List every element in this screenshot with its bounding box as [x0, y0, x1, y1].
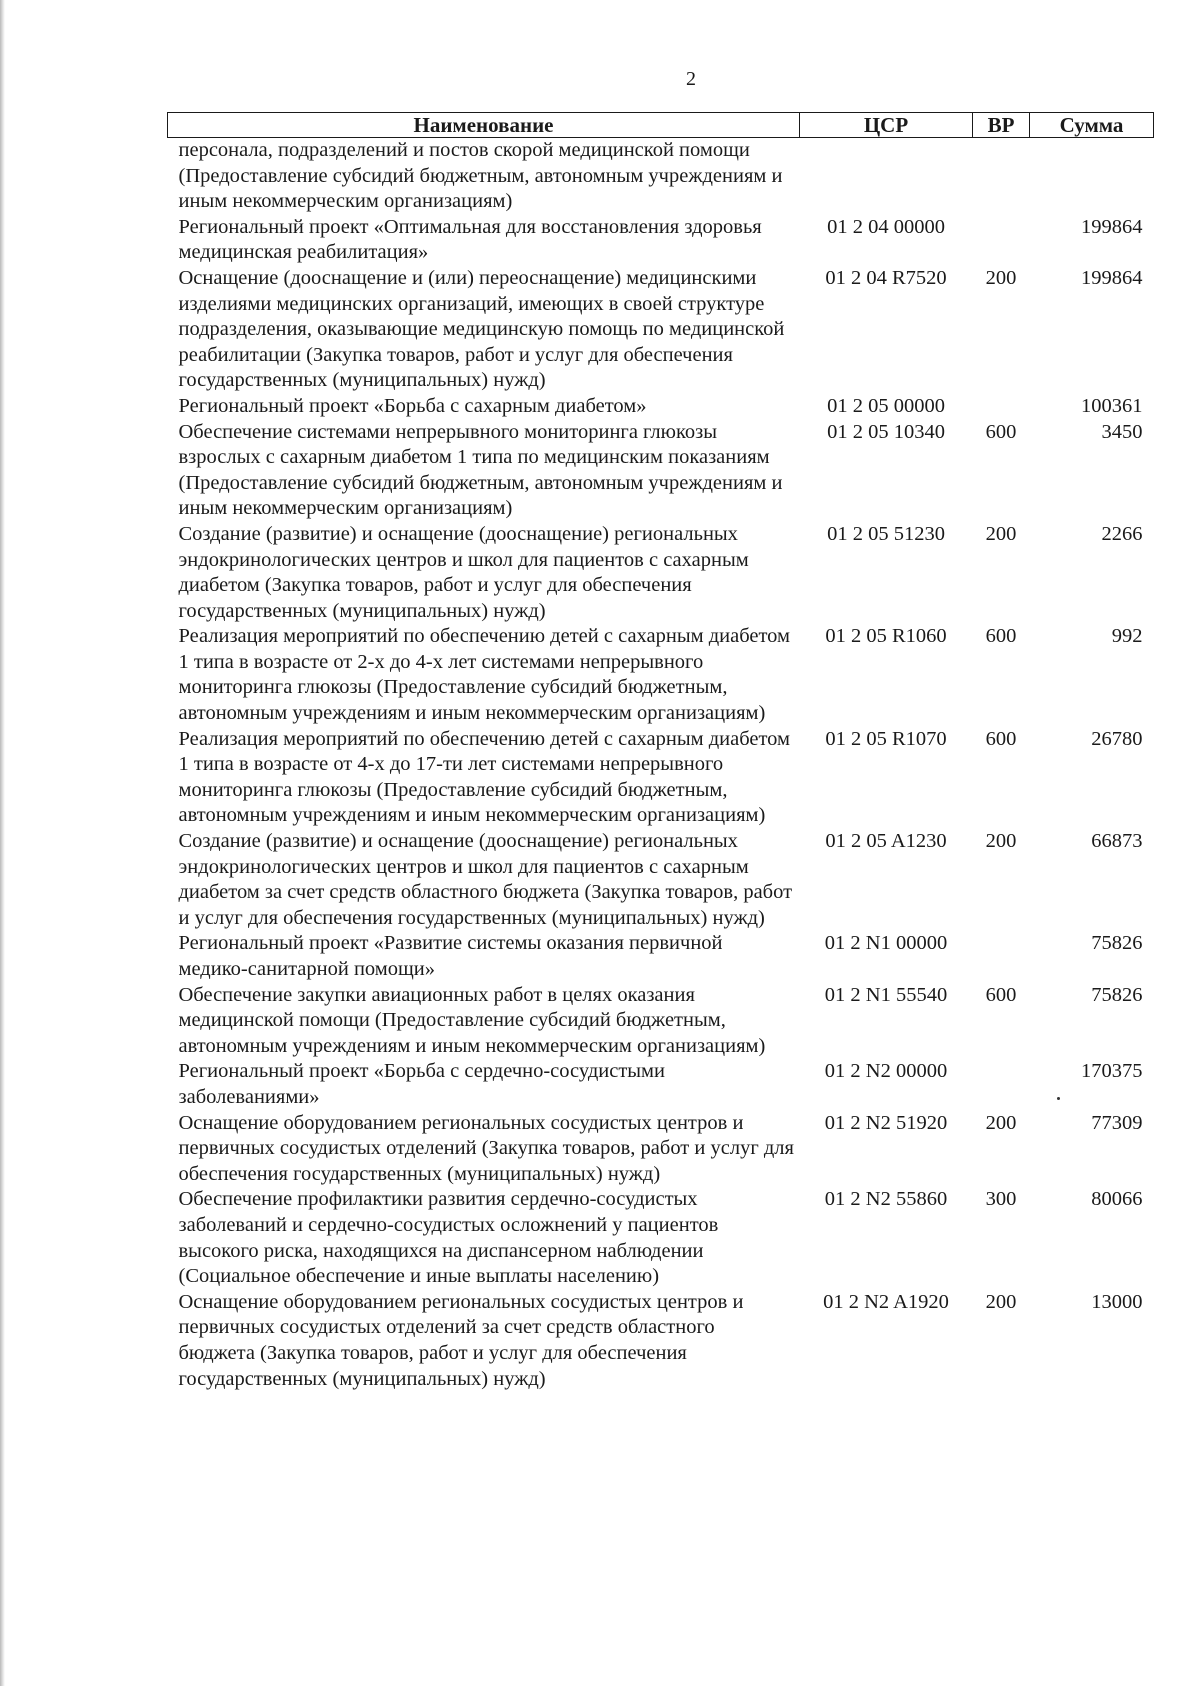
- row-name: Обеспечение закупки авиационных работ в целях оказания медицинской помощи (Предоставление субсидий бюджетным, автономным учреждениям и иным некоммерческим организациям): [178, 983, 766, 1057]
- table-row: [168, 138, 1154, 215]
- row-sum: 75826: [1091, 932, 1143, 955]
- row-csr: [800, 138, 973, 215]
- row-name: Реализация мероприятий по обеспечению детей с сахарным диабетом 1 типа в возрасте от 2-х до 4-х лет системами непрерывного мониторинга глюкозы (Предоставление субсидий бюджетным, автономным учреждениям и иным некоммерческим организациям): [178, 625, 790, 725]
- row-sum: 199864: [1081, 266, 1143, 289]
- row-sum: 66873: [1091, 830, 1143, 853]
- table-row: [168, 1059, 1154, 1110]
- row-vr: [973, 1059, 1030, 1110]
- table-row: [168, 420, 1154, 522]
- row-vr: 600: [985, 420, 1017, 443]
- row-name: Обеспечение системами непрерывного мониторинга глюкозы взрослых с сахарным диабетом 1 типа по медицинским показаниям (Предоставление субсидий бюджетным, автономным учреждениям и иным некоммерческим организациям): [178, 420, 783, 520]
- table-row: [168, 1290, 1154, 1392]
- row-name: Реализация мероприятий по обеспечению детей с сахарным диабетом 1 типа в возрасте от 4-х до 17-ти лет системами непрерывного мониторинга глюкозы (Предоставление субсидий бюджетным, автономным учреждениям и иным некоммерческим организациям): [178, 727, 790, 827]
- row-sum: 3450: [1101, 420, 1143, 443]
- row-sum: 26780: [1091, 727, 1143, 750]
- row-name: Создание (развитие) и оснащение (дооснащение) региональных эндокринологических центров и школ для пациентов с сахарным диабетом за счет средств областного бюджета (Закупка товаров, работ и услуг для обеспечения государственных (муниципальных) нужд): [178, 830, 793, 929]
- row-vr: 200: [985, 1290, 1017, 1313]
- table-row: [168, 1111, 1154, 1188]
- row-csr: 01 2 04 00000: [827, 215, 945, 238]
- row-sum: 100361: [1081, 394, 1143, 417]
- row-vr: [973, 138, 1030, 215]
- row-vr: 600: [985, 625, 1017, 648]
- row-csr: 01 2 05 A1230: [825, 830, 947, 853]
- row-csr: 01 2 05 R1060: [825, 625, 947, 648]
- table-row: [168, 624, 1154, 726]
- row-sum: 992: [1111, 625, 1143, 648]
- row-name: персонала, подразделений и постов скорой медицинской помощи (Предоставление субсидий бюджетным, автономным учреждениям и иным некоммерческим организациям): [178, 139, 783, 213]
- row-sum: 77309: [1091, 1111, 1143, 1134]
- table-row: [168, 215, 1154, 266]
- table-row: [168, 983, 1154, 1060]
- table-row: [168, 266, 1154, 394]
- row-csr: 01 2 N2 A1920: [823, 1290, 949, 1313]
- table-row: [168, 931, 1154, 982]
- row-name: Региональный проект «Оптимальная для восстановления здоровья медицинская реабилитация»: [178, 215, 762, 264]
- row-name: Оснащение оборудованием региональных сосудистых центров и первичных сосудистых отделений за счет средств областного бюджета (Закупка товаров, работ и услуг для обеспечения государственных (муниципальных) нужд): [178, 1290, 744, 1390]
- row-csr: 01 2 04 R7520: [825, 266, 947, 289]
- header-csr: ЦСР: [800, 113, 973, 138]
- row-name: Региональный проект «Борьба с сердечно-сосудистыми заболеваниями»: [178, 1060, 665, 1108]
- header-name: Наименование: [168, 113, 800, 138]
- row-vr: [973, 394, 1030, 420]
- table-body: [168, 138, 1154, 1393]
- row-csr: 01 2 05 10340: [827, 420, 945, 443]
- row-vr: 200: [985, 266, 1017, 289]
- row-name: Создание (развитие) и оснащение (дооснащение) региональных эндокринологических центров и школ для пациентов с сахарным диабетом (Закупка товаров, работ и услуг для обеспечения государственных (муниципальных) нужд): [178, 522, 749, 622]
- row-csr: 01 2 N1 00000: [824, 932, 948, 955]
- row-csr: 01 2 N1 55540: [824, 983, 948, 1006]
- budget-table: [167, 112, 1154, 1392]
- row-vr: 200: [985, 830, 1017, 853]
- row-name: Обеспечение профилактики развития сердечно-сосудистых заболеваний и сердечно-сосудистых осложнений у пациентов высокого риска, находящихся на диспансерном наблюдении (Социальное обеспечение и иные выплаты населению): [178, 1188, 719, 1288]
- row-name: Оснащение (дооснащение и (или) переоснащение) медицинскими изделиями медицинских организаций, имеющих в своей структуре подразделения, оказывающие медицинскую помощь по медицинской реабилитации (Закупка товаров, работ и услуг для обеспечения государственных (муниципальных) нужд): [178, 266, 785, 392]
- row-name: Оснащение оборудованием региональных сосудистых центров и первичных сосудистых отделений (Закупка товаров, работ и услуг для обеспечения государственных (муниципальных) нужд): [178, 1111, 794, 1185]
- row-csr: 01 2 05 R1070: [825, 727, 947, 750]
- row-vr: 200: [985, 522, 1017, 545]
- row-csr: 01 2 N2 51920: [824, 1111, 948, 1134]
- row-vr: [973, 215, 1030, 266]
- table-header-row: [168, 113, 1154, 138]
- scan-speck: [1057, 1097, 1060, 1100]
- header-sum: Сумма: [1030, 113, 1154, 138]
- row-csr: 01 2 05 51230: [827, 522, 945, 545]
- table-row: [168, 522, 1154, 624]
- row-sum: 13000: [1091, 1290, 1143, 1313]
- page-number: 2: [686, 68, 696, 90]
- table-row: [168, 1187, 1154, 1289]
- row-name: Региональный проект «Борьба с сахарным диабетом»: [178, 394, 647, 417]
- row-sum: 170375: [1081, 1060, 1143, 1083]
- row-vr: 300: [985, 1188, 1017, 1211]
- table-row: [168, 394, 1154, 420]
- header-vr: ВР: [973, 113, 1030, 138]
- row-vr: 600: [985, 727, 1017, 750]
- table-row: [168, 727, 1154, 829]
- row-name: Региональный проект «Развитие системы оказания первичной медико-санитарной помощи»: [178, 932, 723, 980]
- row-vr: 200: [985, 1111, 1017, 1134]
- row-sum: 2266: [1101, 522, 1143, 545]
- row-csr: 01 2 N2 00000: [824, 1060, 948, 1083]
- table-row: [168, 829, 1154, 931]
- row-sum: 80066: [1091, 1188, 1143, 1211]
- row-sum: 199864: [1081, 215, 1143, 238]
- row-sum: [1030, 138, 1154, 215]
- scan-edge: [0, 0, 5, 1686]
- row-vr: [973, 931, 1030, 982]
- row-csr: 01 2 05 00000: [827, 394, 945, 417]
- row-csr: 01 2 N2 55860: [824, 1188, 948, 1211]
- row-sum: 75826: [1091, 983, 1143, 1006]
- row-vr: 600: [985, 983, 1017, 1006]
